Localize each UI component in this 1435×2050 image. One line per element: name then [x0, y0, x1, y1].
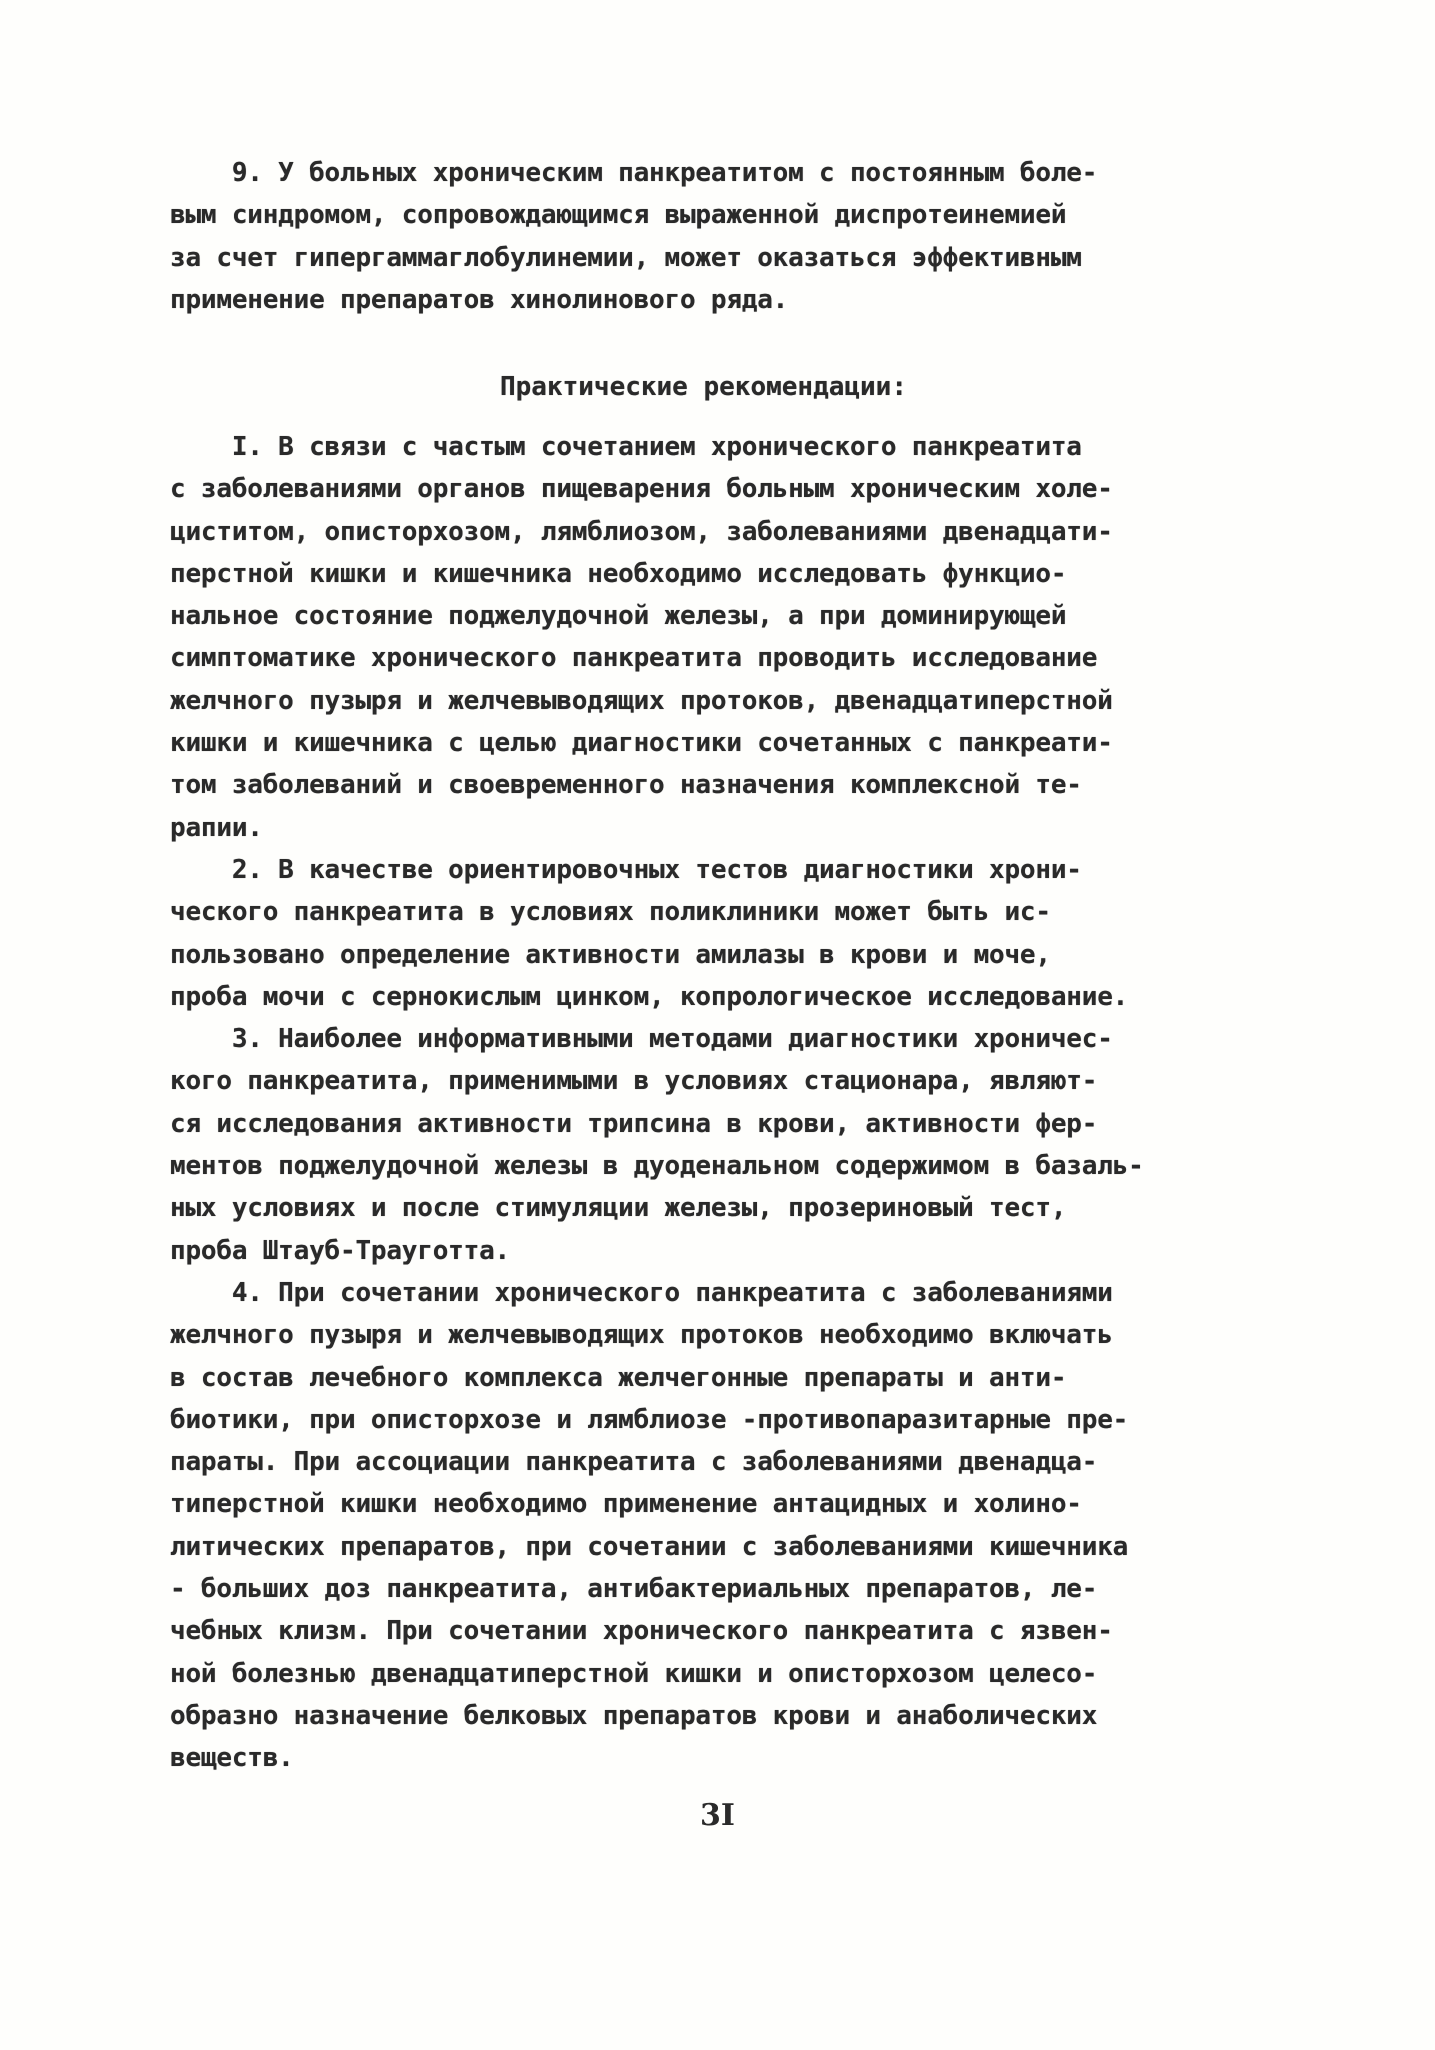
- text-line: 2. В качестве ориентировочных тестов диагностики хрони-: [170, 854, 1082, 885]
- text-line: проба Штауб-Трауготта.: [170, 1235, 510, 1266]
- text-line: 4. При сочетании хронического панкреатита с заболеваниями: [170, 1277, 1113, 1308]
- text-line: с заболеваниями органов пищеварения больным хроническим холе-: [170, 474, 1113, 505]
- text-line: том заболеваний и своевременного назначения комплексной те-: [170, 770, 1082, 801]
- text-line: - больших доз панкреатита, антибактериальных препаратов, ле-: [170, 1574, 1098, 1605]
- text-line: ной болезнью двенадцатиперстной кишки и описторхозом целесо-: [170, 1658, 1098, 1689]
- text-line: циститом, описторхозом, лямблиозом, заболеваниями двенадцати-: [170, 516, 1113, 547]
- recommendations-list: [170, 426, 1250, 1780]
- text-line: 9. У больных хроническим панкреатитом с постоянным боле-: [170, 158, 1098, 188]
- text-line: желчного пузыря и желчевыводящих протоков необходимо включать: [170, 1320, 1113, 1351]
- text-line: кого панкреатита, применимыми в условиях стационара, являют-: [170, 1066, 1098, 1097]
- paragraph-9: [170, 152, 1250, 321]
- text-line: кишки и кишечника с целью диагностики сочетанных с панкреати-: [170, 728, 1113, 759]
- text-line: ных условиях и после стимуляции железы, прозериновый тест,: [170, 1193, 1067, 1224]
- text-line: типерстной кишки необходимо применение антацидных и холино-: [170, 1489, 1082, 1520]
- text-line: в состав лечебного комплекса желчегонные препараты и анти-: [170, 1362, 1067, 1393]
- page-number: 3I: [700, 1798, 735, 1833]
- text-line: образно назначение белковых препаратов крови и анаболических: [170, 1700, 1098, 1731]
- text-line: проба мочи с сернокислым цинком, копрологическое исследование.: [170, 981, 1129, 1012]
- text-line: ся исследования активности трипсина в крови, активности фер-: [170, 1108, 1098, 1139]
- text-line: нальное состояние поджелудочной железы, а при доминирующей: [170, 601, 1067, 632]
- text-line: перстной кишки и кишечника необходимо исследовать функцио-: [170, 558, 1067, 589]
- text-line: I. В связи с частым сочетанием хронического панкреатита: [170, 432, 1082, 462]
- text-line: параты. При ассоциации панкреатита с заболеваниями двенадца-: [170, 1447, 1098, 1478]
- text-line: пользовано определение активности амилазы в крови и моче,: [170, 939, 1051, 970]
- text-line: 3. Наиболее информативными методами диагностики хроничес-: [170, 1024, 1113, 1055]
- text-line: желчного пузыря и желчевыводящих протоков, двенадцатиперстной: [170, 685, 1113, 716]
- text-line: ментов поджелудочной железы в дуоденальном содержимом в базаль-: [170, 1151, 1144, 1182]
- text-line: рапии.: [170, 812, 263, 843]
- text-line: веществ.: [170, 1743, 294, 1774]
- text-line: за счет гипергаммаглобулинемии, может оказаться эффективным: [170, 242, 1082, 273]
- text-line: литических препаратов, при сочетании с заболеваниями кишечника: [170, 1531, 1129, 1562]
- section-heading: Практические рекомендации:: [500, 372, 907, 402]
- text-line: чебных клизм. При сочетании хронического панкреатита с язвен-: [170, 1616, 1113, 1647]
- text-line: применение препаратов хинолинового ряда.: [170, 284, 789, 315]
- text-line: симптоматике хронического панкреатита проводить исследование: [170, 643, 1098, 674]
- text-line: вым синдромом, сопровождающимся выраженной диспротеинемией: [170, 200, 1067, 231]
- text-line: ческого панкреатита в условиях поликлиники может быть ис-: [170, 897, 1051, 928]
- text-line: биотики, при описторхозе и лямблиозе -противопаразитарные пре-: [170, 1404, 1129, 1435]
